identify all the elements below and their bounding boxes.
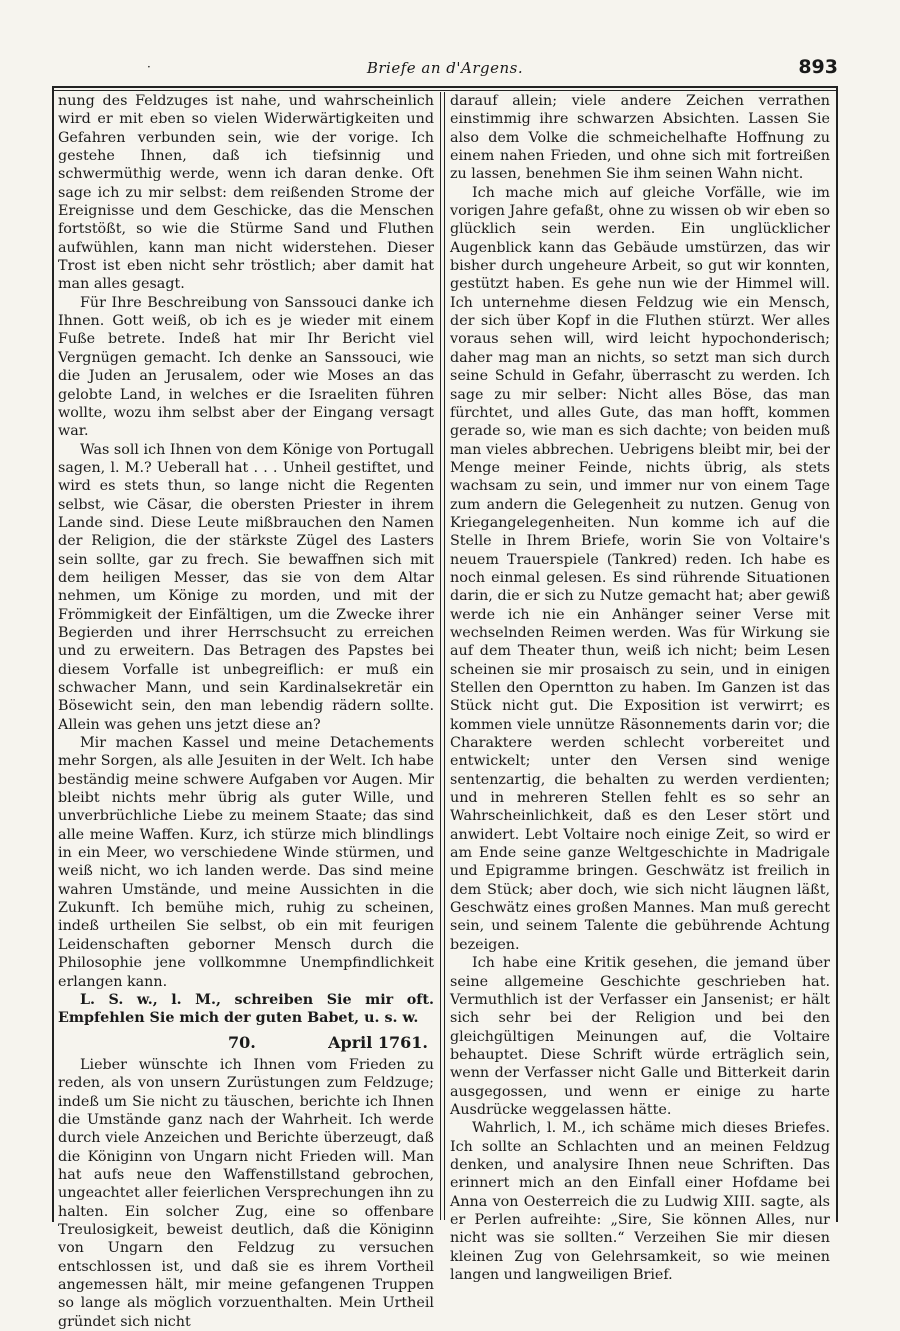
- paragraph: Für Ihre Beschreibung von Sanssouci danke ich Ihnen. Gott weiß, ob ich es je wieder mit einem Fuße betrete. Indeß hat mir Ihr Bericht viel Vergnügen gemacht. Ich denke an Sanssouci, wie die Juden an Jerusalem, oder wie Moses an das gelobte Land, in welches er die Israeliten führen wollte, wozu ihm selbst aber der Eingang versagt war.: [58, 294, 434, 440]
- header-rule-thin: [52, 90, 838, 91]
- header-mark: ·: [147, 60, 151, 74]
- paragraph: Mir machen Kassel und meine Detachements mehr Sorgen, als alle Jesuiten in der Welt. Ich habe beständig meine schwere Aufgaben vor Augen. Mir bleibt nichts mehr übrig als guter Wille, und unverbrüchliche Liebe zu meinem Staate; das sind alle meine Waffen. Kurz, ich stürze mich blindlings in ein Meer, wo verschiedene Winde stürmen, und weiß nicht, wo ich landen werde. Das sind meine wahren Umstände, und meine Aussichten in die Zukunft. Ich bemühe mich, ruhig zu scheinen, indeß urtheilen Sie selbst, ob ein mit feurigen Leidenschaften geborner Mensch durch die Philosophie jene vollkommne Unempfindlichkeit erlangen kann.: [58, 735, 434, 990]
- right-column: [450, 92, 830, 1284]
- paragraph: Wahrlich, l. M., ich schäme mich dieses Briefes. Ich sollte an Schlachten und an meinen Feldzug denken, und analysire Ihnen neue Schriften. Das erinnert mich an den Einfall einer Hofdame bei Anna von Oesterreich die zu Ludwig XIII. sagte, als er Perlen aufreihte: „Sire, Sie können Alles, nur nicht was sie sollten.“ Verzeihen Sie mir diesen kleinen Zug von Gelehrsamkeit, so wie meinen langen und langweiligen Brief.: [450, 1120, 830, 1283]
- left-column: [58, 92, 434, 1331]
- letter-date: April 1761.: [328, 1032, 428, 1052]
- paragraph: Ich mache mich auf gleiche Vorfälle, wie im vorigen Jahre gefaßt, ohne zu wissen ob wir eben so glücklich sein werden. Ein unglücklicher Augenblick kann das Gebäude umstürzen, das wir bisher durch ungeheure Arbeit, so gut wir konnten, gestützt haben. Es gehe nun wie der Himmel will. Ich unternehme diesen Feldzug wie ein Mensch, der sich über Kopf in die Fluthen stürzt. Wer alles voraus sehen will, wird leicht hypochonderisch; daher mag man an nichts, so setzt man sich durch seine Schuld in Gefahr, überrascht zu werden. Ich sage zu mir selber: Nicht alles Böse, das man fürchtet, und alles Gute, das man hofft, kommen gerade so, wie man es sich dachte; von beiden muß man vieles abbrechen. Uebrigens bleibt mir, bei der Menge meiner Feinde, nichts übrig, als stets wachsam zu sein, und immer nur von einem Tage zum andern die Gelegenheit zu nutzen. Genug von Kriegangelegenheiten. Nun komme ich auf die Stelle in Ihrem Briefe, worin Sie von Voltaire's neuem Trauerspiele (Tankred) reden. Ich habe es noch einmal gelesen. Es sind rührende Situationen darin, die er sich zu Nutze gemacht hat; aber gewiß werde ich nie ein Anhänger seiner Verse mit wechselnden Reimen werden. Was für Wirkung sie auf dem Theater thun, weiß ich nicht; beim Lesen scheinen sie mir prosaisch zu sein, und in einigen Stellen den Operntton zu haben. Im Ganzen ist das Stück nicht gut. Die Exposition ist verwirrt; es kommen viele unnütze Räsonnements darin vor; die Charaktere werden schlecht vorbereitet und entwickelt; unter den Versen sind wenige sentenzartig, die behalten zu werden verdienten; und in mehreren Stellen fehlt es so sehr an Wahrscheinlichkeit, daß es den Leser stört und anwidert. Lebt Voltaire noch einige Zeit, so wird er am Ende seine ganze Weltgeschichte in Madrigale und Epigramme bringen. Geschwätz ist freilich in dem Stück; aber doch, wie sich nicht läugnen läßt, Geschwätz eines großen Mannes. Man muß gerecht sein, und seinem Talente die gebührende Achtung bezeigen.: [450, 184, 830, 953]
- paragraph: Lieber wünschte ich Ihnen vom Frieden zu reden, als von unsern Zurüstungen zum Feldzuge; indeß um Sie nicht zu täuschen, berichte ich Ihnen die Umstände ganz nach der Wahrheit. Ich werde durch viele Anzeichen und Berichte überzeugt, daß die Königinn von Ungarn nicht Frieden will. Man hat aufs neue den Waffenstillstand gebrochen, ungeachtet aller feierlichen Versprechungen ihn zu halten. Ein solcher Zug, eine so offenbare Treulosigkeit, beweist deutlich, daß die Königinn von Ungarn den Feldzug zu versuchen entschlossen ist, und daß sie es ihrem Vortheil angemessen hält, mir meine gefangenen Truppen so lange als möglich vorzuenthalten. Mein Urtheil gründet sich nicht: [58, 1056, 434, 1330]
- right-border-rule: [836, 86, 838, 1222]
- page-number: 893: [798, 56, 838, 78]
- paragraph: nung des Feldzuges ist nahe, und wahrscheinlich wird er mit eben so vielen Widerwärtigkeiten und Gefahren verbunden sein, wie der vorige. Ich gestehe Ihnen, daß ich tiefsinnig und schwermüthig werde, wenn ich daran denke. Oft sage ich zu mir selbst: dem reißenden Strome der Ereignisse und dem Geschicke, das die Menschen fortstößt, so wie die Stürme Sand und Fluthen aufwühlen, kann man nicht widerstehen. Dieser Trost ist eben nicht sehr tröstlich; aber damit hat man alles gesagt.: [58, 93, 434, 293]
- letter-closing: L. S. w., l. M., schreiben Sie mir oft. Empfehlen Sie mich der guten Babet, u. s. w.: [58, 991, 434, 1027]
- paragraph: Ich habe eine Kritik gesehen, die jemand über seine allgemeine Geschichte geschrieben hat. Vermuthlich ist der Verfasser ein Jansenist; er hält sich sehr bei der Religion und bei den gleichgültigen Meinungen auf, die Voltaire behauptet. Diese Schrift würde erträglich sein, wenn der Verfasser nicht Galle und Bitterkeit darin ausgegossen, und wenn er einige zu harte Ausdrücke weggelassen hätte.: [450, 955, 830, 1118]
- left-border-rule: [52, 86, 54, 1222]
- column-divider-second: [444, 92, 445, 1220]
- header-rule: [52, 86, 838, 88]
- running-title: Briefe an d'Argens.: [366, 59, 524, 77]
- paragraph: Was soll ich Ihnen von dem Könige von Portugall sagen, l. M.? Ueberall hat . . . Unheil gestiftet, und wird es stets thun, so lange nicht die Regenten selbst, wie Cäsar, die obersten Priester in ihrem Lande sind. Diese Leute mißbrauchen den Namen der Religion, die der stärkste Zügel des Lasters sein sollte, gar zu frech. Sie bewaffnen sich mit dem heiligen Messer, das sie von dem Altar nehmen, um Könige zu morden, und mit der Frömmigkeit der Einfältigen, um die Zwecke ihrer Begierden und ihrer Herrschsucht zu erreichen und zu erweitern. Das Betragen des Papstes bei diesem Vorfalle ist unbegreiflich: er muß ein schwacher Mann, und sein Kardinalsekretär ein Bösewicht sein, den man lebendig rädern sollte. Allein was gehen uns jetzt diese an?: [58, 441, 434, 733]
- letter-number: 70.: [228, 1032, 256, 1052]
- letter-heading: [58, 1034, 434, 1052]
- column-divider: [440, 92, 441, 1220]
- running-header: [52, 56, 838, 84]
- paragraph: darauf allein; viele andere Zeichen verrathen einstimmig ihre schwarzen Absichten. Lassen Sie also dem Volke die schmeichelhafte Hoffnung zu einem nahen Frieden, und ohne sich mit fortreißen zu lassen, benehmen Sie ihm seinen Wahn nicht.: [450, 93, 830, 183]
